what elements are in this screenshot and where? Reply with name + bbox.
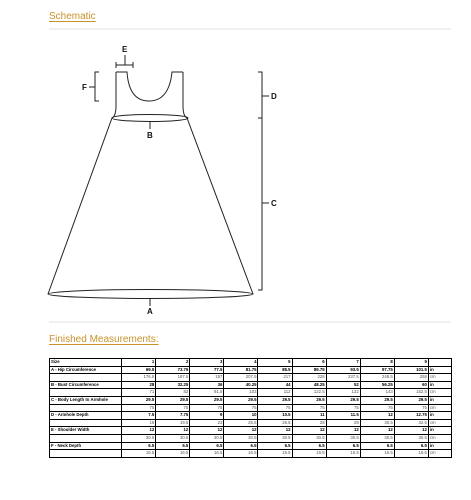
unit-cm: cm [428,419,451,427]
value-inches: 12 [360,427,394,435]
unit-inches: in [428,381,451,389]
unit-cm: cm [428,450,451,458]
value-inches: 29.5 [190,396,224,404]
table-row [50,389,452,397]
table-row [50,366,452,374]
value-inches: 12 [224,427,258,435]
value-inches: 29.5 [360,396,394,404]
size-header: 1 [122,359,156,367]
table-row [50,381,452,389]
value-cm: 176.5 [122,374,156,382]
value-inches: 29.5 [326,396,360,404]
value-inches: 10 [224,412,258,420]
size-header: 4 [224,359,258,367]
value-cm: 132 [326,389,360,397]
size-header: 3 [190,359,224,367]
unit-inches: in [428,366,451,374]
value-inches: 11 [292,412,326,420]
value-cm: 30.5 [258,434,292,442]
value-inches: 12 [122,427,156,435]
table-row [50,396,452,404]
value-cm: 71 [122,389,156,397]
value-inches: 97.75 [360,366,394,374]
value-inches: 6.5 [258,442,292,450]
value-cm: 32.5 [394,419,428,427]
body-length-dimension [258,118,269,290]
value-cm: 30.5 [394,434,428,442]
value-cm: 75 [360,404,394,412]
unit-inches: in [428,427,451,435]
value-inches: 6.5 [394,442,428,450]
label-d: D [271,92,277,101]
measurements-heading: Finished Measurements: [49,334,159,345]
measurement-label: D - Armhole Depth [50,412,122,420]
label-c: C [271,199,277,208]
value-cm: 82 [156,389,190,397]
size-header: 8 [360,359,394,367]
value-inches: 93.5 [326,366,360,374]
value-inches: 32.25 [156,381,190,389]
blank-label [50,419,122,427]
blank-label [50,450,122,458]
value-cm: 19 [122,419,156,427]
value-cm: 75 [122,404,156,412]
value-inches: 6.5 [326,442,360,450]
value-cm: 30.5 [360,434,394,442]
value-inches: 73.75 [156,366,190,374]
unit-cell [428,359,451,367]
value-inches: 6.5 [360,442,394,450]
value-cm: 228 [292,374,326,382]
value-inches: 85.5 [258,366,292,374]
value-inches: 7.5 [122,412,156,420]
table-row [50,404,452,412]
value-inches: 29.5 [224,396,258,404]
value-inches: 101.5 [394,366,428,374]
table-row [50,434,452,442]
value-cm: 217 [258,374,292,382]
value-inches: 28 [122,381,156,389]
table-row [50,442,452,450]
value-cm: 30.5 [122,434,156,442]
unit-inches: in [428,396,451,404]
value-cm: 91.5 [190,389,224,397]
value-inches: 12 [292,427,326,435]
value-inches: 60 [394,381,428,389]
unit-cm: cm [428,374,451,382]
table-row [50,412,452,420]
bust-ellipse [112,115,188,122]
dress-outline [48,72,253,294]
value-cm: 26.5 [258,419,292,427]
value-cm: 75 [190,404,224,412]
unit-cm: cm [428,404,451,412]
table-row [50,427,452,435]
value-cm: 16.5 [292,450,326,458]
blank-label [50,389,122,397]
size-header: 5 [258,359,292,367]
value-inches: 69.5 [122,366,156,374]
value-cm: 258 [394,374,428,382]
value-cm: 75 [394,404,428,412]
value-cm: 23 [190,419,224,427]
value-cm: 30.5 [224,434,258,442]
value-inches: 12 [190,427,224,435]
value-inches: 40.25 [224,381,258,389]
size-label: Size [50,359,122,367]
value-cm: 75 [156,404,190,412]
value-cm: 122.5 [292,389,326,397]
value-inches: 6.5 [190,442,224,450]
value-inches: 9 [190,412,224,420]
value-cm: 16.5 [224,450,258,458]
unit-cm: cm [428,389,451,397]
neck-depth-dimension [89,72,99,101]
value-cm: 152.5 [394,389,428,397]
measurement-label: F - Neck Depth [50,442,122,450]
value-inches: 12 [258,427,292,435]
value-inches: 10.5 [258,412,292,420]
value-inches: 11.5 [326,412,360,420]
table-row [50,374,452,382]
value-inches: 52 [326,381,360,389]
armhole-depth-dimension [258,72,269,118]
value-cm: 28 [292,419,326,427]
value-cm: 75 [258,404,292,412]
measurement-label: E - Shoulder Width [50,427,122,435]
value-cm: 30.5 [190,434,224,442]
value-cm: 16.5 [326,450,360,458]
schematic-heading: Schematic [49,11,96,22]
value-cm: 102 [224,389,258,397]
value-cm: 16.5 [122,450,156,458]
size-header: 6 [292,359,326,367]
value-cm: 16.5 [394,450,428,458]
value-inches: 12 [360,412,394,420]
blank-label [50,404,122,412]
shoulder-dimension [116,55,133,68]
table-row [50,450,452,458]
size-header: 9 [394,359,428,367]
measurements-table [49,358,452,458]
value-cm: 25.5 [224,419,258,427]
value-inches: 29.5 [292,396,326,404]
unit-inches: in [428,412,451,420]
value-inches: 7.75 [156,412,190,420]
value-inches: 6.5 [224,442,258,450]
value-inches: 6.5 [156,442,190,450]
size-header: 7 [326,359,360,367]
value-inches: 36 [190,381,224,389]
measurement-label: C - Body Length to Armhole [50,396,122,404]
value-cm: 30.5 [156,434,190,442]
hem-ellipse [48,290,253,299]
value-inches: 89.75 [292,366,326,374]
value-inches: 12.75 [394,412,428,420]
value-inches: 29.5 [394,396,428,404]
value-inches: 6.5 [292,442,326,450]
value-cm: 207.5 [224,374,258,382]
value-cm: 29 [326,419,360,427]
value-cm: 237.5 [326,374,360,382]
value-cm: 197 [190,374,224,382]
value-cm: 19.5 [156,419,190,427]
value-cm: 16.5 [190,450,224,458]
value-cm: 30.5 [326,434,360,442]
value-cm: 75 [224,404,258,412]
value-inches: 77.5 [190,366,224,374]
value-inches: 48.25 [292,381,326,389]
value-cm: 248.5 [360,374,394,382]
value-inches: 29.5 [122,396,156,404]
value-cm: 16.5 [156,450,190,458]
blank-label [50,374,122,382]
unit-inches: in [428,442,451,450]
value-inches: 6.5 [122,442,156,450]
value-cm: 112 [258,389,292,397]
table-header-row [50,359,452,367]
label-b: B [147,131,153,140]
value-inches: 81.75 [224,366,258,374]
label-e: E [122,45,128,54]
measurement-label: A - Hip Circumference [50,366,122,374]
value-inches: 44 [258,381,292,389]
value-cm: 75 [326,404,360,412]
blank-label [50,434,122,442]
value-cm: 16.5 [258,450,292,458]
value-cm: 30.5 [292,434,326,442]
value-inches: 56.25 [360,381,394,389]
unit-cm: cm [428,434,451,442]
value-inches: 12 [156,427,190,435]
table-row [50,419,452,427]
label-f: F [82,83,87,92]
value-cm: 16.5 [360,450,394,458]
label-a: A [147,307,153,316]
size-header: 2 [156,359,190,367]
value-inches: 12 [394,427,428,435]
value-inches: 12 [326,427,360,435]
measurement-label: B - Bust Circumference [50,381,122,389]
value-cm: 75 [292,404,326,412]
value-inches: 29.5 [258,396,292,404]
value-cm: 143 [360,389,394,397]
value-inches: 29.5 [156,396,190,404]
value-cm: 187.5 [156,374,190,382]
value-cm: 30.5 [360,419,394,427]
